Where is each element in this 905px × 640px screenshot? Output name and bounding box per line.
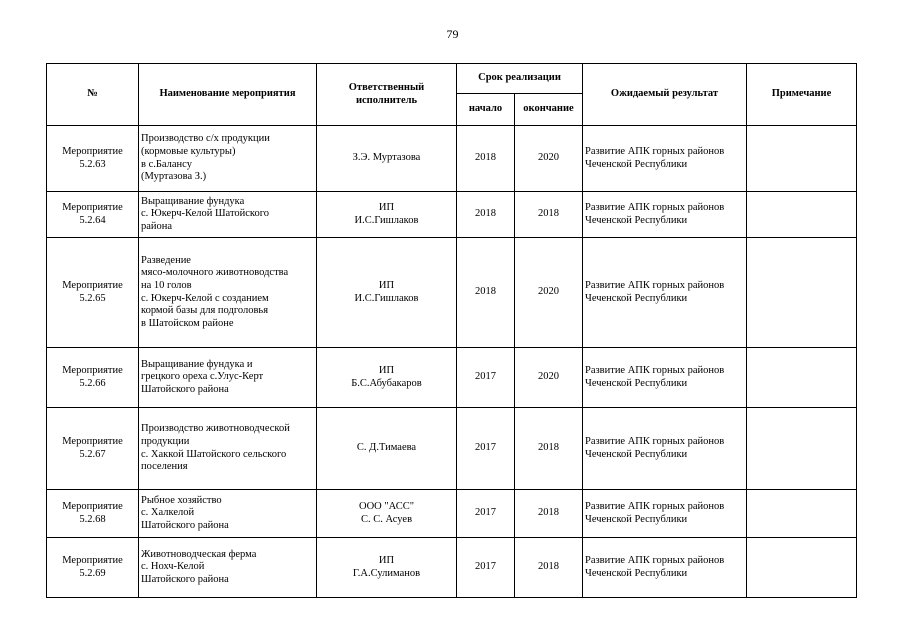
measure-number: Мероприятие 5.2.67 xyxy=(47,408,139,490)
page-number: 79 xyxy=(446,27,459,41)
header-responsible: Ответственный исполнитель xyxy=(317,64,457,126)
end-year: 2020 xyxy=(515,126,583,192)
header-end: окончание xyxy=(515,94,583,126)
responsible-person: С. Д.Тимаева xyxy=(317,408,457,490)
end-year: 2018 xyxy=(515,192,583,238)
measure-name: Производство с/х продукции (кормовые культуры) в с.Балансу (Муртазова З.) xyxy=(139,126,317,192)
responsible-person: ИП Г.А.Сулиманов xyxy=(317,538,457,598)
start-year: 2017 xyxy=(457,490,515,538)
start-year: 2017 xyxy=(457,348,515,408)
measure-name: Выращивание фундука с. Юкерч-Келой Шатойского района xyxy=(139,192,317,238)
header-num: № xyxy=(47,64,139,126)
measure-number: Мероприятие 5.2.65 xyxy=(47,238,139,348)
start-year: 2017 xyxy=(457,408,515,490)
measures-table xyxy=(46,63,857,598)
measure-name: Разведение мясо-молочного животноводства на 10 голов с. Юкерч-Келой с созданием кормой базы для подголовья в Шатойском районе xyxy=(139,238,317,348)
start-year: 2018 xyxy=(457,238,515,348)
table-row xyxy=(47,192,857,238)
end-year: 2018 xyxy=(515,490,583,538)
table-row xyxy=(47,490,857,538)
start-year: 2017 xyxy=(457,538,515,598)
table-row xyxy=(47,126,857,192)
responsible-person: З.Э. Муртазова xyxy=(317,126,457,192)
measure-number: Мероприятие 5.2.64 xyxy=(47,192,139,238)
note-cell xyxy=(747,126,857,192)
header-start: начало xyxy=(457,94,515,126)
measure-number: Мероприятие 5.2.69 xyxy=(47,538,139,598)
note-cell xyxy=(747,238,857,348)
header-result: Ожидаемый результат xyxy=(583,64,747,126)
measure-number: Мероприятие 5.2.63 xyxy=(47,126,139,192)
table-row xyxy=(47,348,857,408)
note-cell xyxy=(747,408,857,490)
header-name: Наименование мероприятия xyxy=(139,64,317,126)
end-year: 2020 xyxy=(515,348,583,408)
end-year: 2020 xyxy=(515,238,583,348)
responsible-person: ИП И.С.Гишлаков xyxy=(317,238,457,348)
responsible-person: ИП И.С.Гишлаков xyxy=(317,192,457,238)
expected-result: Развитие АПК горных районов Чеченской Республики xyxy=(583,126,747,192)
measure-name: Выращивание фундука и грецкого ореха с.Улус-Керт Шатойского района xyxy=(139,348,317,408)
expected-result: Развитие АПК горных районов Чеченской Республики xyxy=(583,348,747,408)
header-period: Срок реализации xyxy=(457,64,583,94)
start-year: 2018 xyxy=(457,126,515,192)
note-cell xyxy=(747,192,857,238)
table-row xyxy=(47,538,857,598)
expected-result: Развитие АПК горных районов Чеченской Республики xyxy=(583,538,747,598)
measure-name: Производство животноводческой продукции с. Хаккой Шатойского сельского поселения xyxy=(139,408,317,490)
measure-name: Рыбное хозяйство с. Халкелой Шатойского района xyxy=(139,490,317,538)
expected-result: Развитие АПК горных районов Чеченской Республики xyxy=(583,192,747,238)
expected-result: Развитие АПК горных районов Чеченской Республики xyxy=(583,238,747,348)
measure-name: Животноводческая ферма с. Нохч-Келой Шатойского района xyxy=(139,538,317,598)
expected-result: Развитие АПК горных районов Чеченской Республики xyxy=(583,408,747,490)
header-note: Примечание xyxy=(747,64,857,126)
end-year: 2018 xyxy=(515,408,583,490)
end-year: 2018 xyxy=(515,538,583,598)
measure-number: Мероприятие 5.2.68 xyxy=(47,490,139,538)
table-row xyxy=(47,408,857,490)
start-year: 2018 xyxy=(457,192,515,238)
note-cell xyxy=(747,538,857,598)
note-cell xyxy=(747,348,857,408)
note-cell xyxy=(747,490,857,538)
table-row xyxy=(47,238,857,348)
expected-result: Развитие АПК горных районов Чеченской Республики xyxy=(583,490,747,538)
responsible-person: ИП Б.С.Абубакаров xyxy=(317,348,457,408)
measure-number: Мероприятие 5.2.66 xyxy=(47,348,139,408)
responsible-person: ООО "АСС" С. С. Асуев xyxy=(317,490,457,538)
